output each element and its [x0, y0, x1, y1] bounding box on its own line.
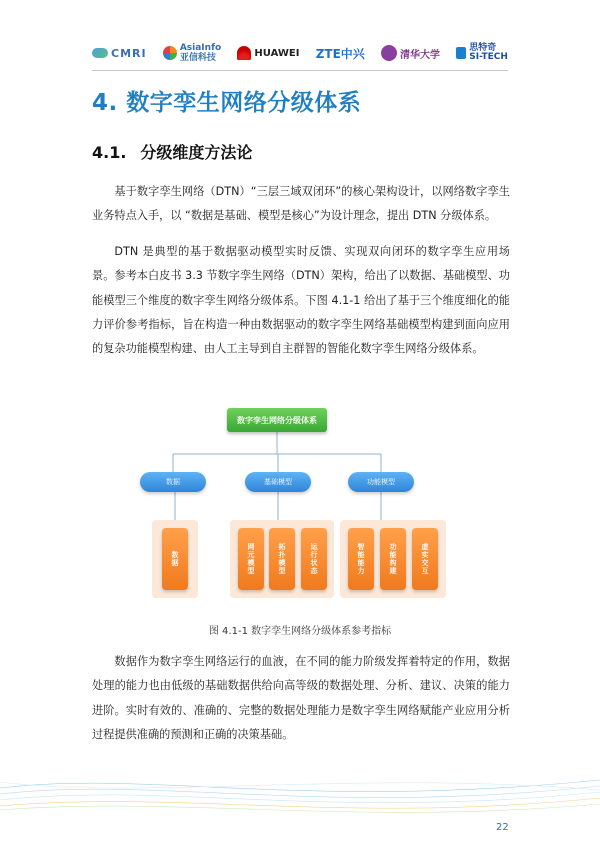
paragraph-1: 基于数字孪生网络（DTN）“三层三域双闭环”的核心架构设计，以网络数字孪生业务特点入手，以 “数据是基础、模型是核心”为设计理念，提出 DTN 分级体系。 [92, 185, 510, 223]
tsinghua-seal-icon [381, 45, 397, 61]
footer-wave-decoration [0, 770, 600, 830]
paragraph-2: DTN 是典型的基于数据驱动模型实时反馈、实现双向闭环的数字孪生应用场景。参考本白皮书 3.3 节数字孪生网络（DTN）架构，给出了以数据、基础模型、功能模型三个维度的数字孪生网络分级体系。下图 4.1-1 给出了基于三个维度细化的能力评价参考指标，旨在构造一种由数据驱动的数字孪生网络基础模型构建到面向应用的复杂功能模型构建、由人工主导到自主群智的智能化数字孪生网络分级体系。 [92, 245, 510, 356]
hierarchy-diagram [126, 400, 476, 600]
header-divider [92, 70, 508, 71]
asiainfo-mark-icon [163, 46, 177, 60]
cmri-mark-icon [92, 48, 108, 58]
paragraph-3: 数据作为数字孪生网络运行的血液，在不同的能力阶级发挥着特定的作用，数据处理的能力也由低级的基础数据供给向高等级的数据处理、分析、建议、决策的能力进阶。实时有效的、准确的、完整的数据处理能力是数字孪生网络赋能产业应用分析过程提供准确的预测和正确的决策基础。 [92, 655, 510, 741]
section-number: 4.1. [92, 143, 127, 162]
leaf-node-running-state: 运行状态 [301, 528, 327, 590]
section-heading [92, 140, 252, 163]
leaf-node-intelligence: 智能能力 [348, 528, 374, 590]
header-logos [92, 36, 508, 70]
zte-logo: ZTE中兴 [315, 46, 365, 61]
cmri-logo: CMRI [92, 47, 147, 60]
page-number: 22 [496, 822, 509, 833]
sitech-logo: 思特奇 SI-TECH [456, 44, 508, 62]
sitech-mark-icon [456, 47, 466, 59]
leaf-node-topology-model: 拓扑模型 [269, 528, 295, 590]
asiainfo-logo: AsiaInfo 亚信科技 [163, 43, 221, 63]
diagram-root-node: 数字孪生网络分级体系 [227, 408, 327, 432]
category-node-data: 数据 [140, 472, 206, 492]
huawei-flower-icon [237, 46, 251, 60]
section-title: 分级维度方法论 [140, 143, 253, 162]
huawei-logo: HUAWEI [237, 46, 299, 60]
category-node-basic-model: 基础模型 [245, 472, 311, 492]
figure-caption: 图 4.1-1 数字孪生网络分级体系参考指标 [208, 626, 392, 637]
leaf-node-virtual-real: 虚实交互 [412, 528, 438, 590]
leaf-node-ne-model: 网元模型 [238, 528, 264, 590]
category-node-function-model: 功能模型 [348, 472, 414, 492]
tsinghua-logo: 清华大学 [381, 45, 440, 61]
chapter-title: 4. 数字孪生网络分级体系 [92, 90, 362, 116]
leaf-node-function-build: 功能构建 [380, 528, 406, 590]
leaf-node-data: 数据 [162, 528, 188, 590]
